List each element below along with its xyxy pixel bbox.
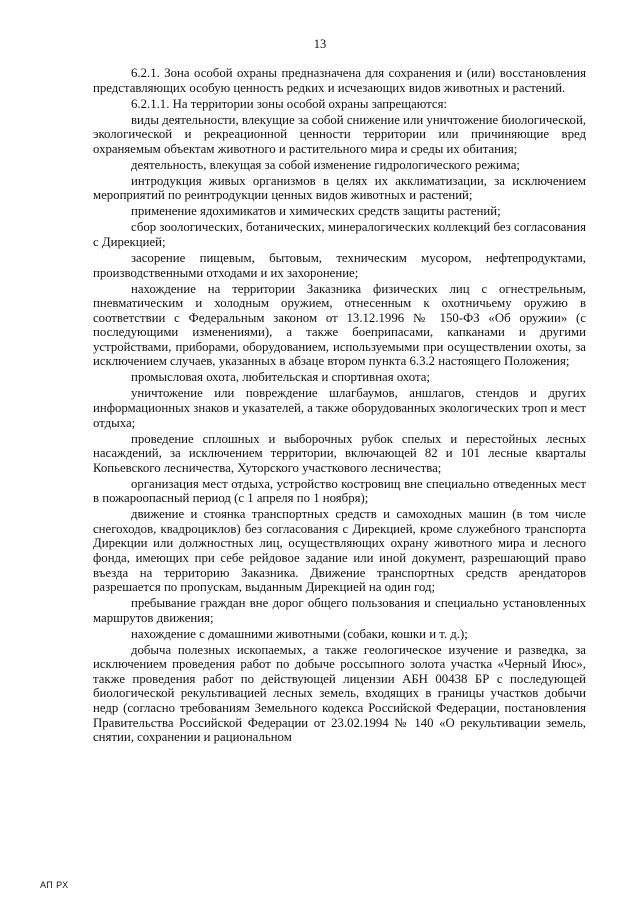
paragraph: деятельность, влекущая за собой изменение гидрологического режима; (131, 157, 520, 172)
paragraph: засорение пищевым, бытовым, техническим мусором, нефтепродуктами, производственными отходами и их захоронение; (93, 251, 586, 280)
paragraph: промысловая охота, любительская и спортивная охота; (131, 370, 431, 385)
paragraph: сбор зоологических, ботанических, минералогических коллекций без согласования с Дирекцией; (93, 220, 586, 250)
paragraph: виды деятельности, влекущие за собой снижение или уничтожение биологической, экологической и рекреационной ценности территории или причиняющие вред охраняемым объектам животного и растительного мира и среды их обитания; (93, 112, 586, 156)
paragraph: пребывание граждан вне дорог общего пользования и специально установленных маршрутов движения; (93, 596, 586, 625)
page-number: 13 (313, 37, 327, 51)
paragraph: 6.2.1. Зона особой охраны предназначена для сохранения и (или) восстановления представляющих особую ценность редких и исчезающих видов животных и растений. (93, 66, 586, 95)
paragraph: уничтожение или повреждение шлагбаумов, аншлагов, стендов и других информационных знаков и указателей, а также оборудованных экологических троп и мест отдыха; (93, 386, 586, 430)
paragraph: движение и стоянка транспортных средств и самоходных машин (в том числе снегоходов, квадроциклов) без согласования с Дирекцией, кроме служебного транспорта Дирекции или должностных лиц, осуществляющих охрану животного мира и лесного фонда, имеющих при себе рейдовое задание или иной документ, разрешающий право въезда на территорию Заказника. Движение транспортных средств арендаторов разрешается по пропускам, выданным Дирекцией на один год; (93, 507, 586, 595)
paragraph: нахождение на территории Заказника физических лиц с огнестрельным, пневматическим и холодным оружием, отнесенным к охотничьему оружию в соответствии с Федеральным законом от 13.12.1996 № 150-ФЗ «Об оружии» (с последующими изменениями), а также боеприпасами, капканами и другими устройствами, приборами, оборудованием, используемыми при осуществлении охоты, за исключением случаев, указанных в абзаце втором пункта 6.3.2 настоящего Положения; (93, 281, 586, 369)
paragraph: организация мест отдыха, устройство костровищ вне специально отведенных мест в пожароопасный период (с 1 апреля по 1 ноября); (93, 476, 586, 506)
paragraph: добыча полезных ископаемых, а также геологическое изучение и разведка, за исключением проведения работ по добыче россыпного золота участка «Черный Июс», также проведения работ по действующей лицензии АБН 00438 БР с последующей биологической рекультивацией лесных земель, входящих в границы участков добычи недр (согласно требованиям Земельного кодекса Российской Федерации, постановления Правительства Российской Федерации от 23.02.1994 № 140 «О рекультивации земель, снятии, сохранении и рациональном (93, 642, 586, 745)
document-body (93, 66, 586, 746)
paragraph: проведение сплошных и выборочных рубок спелых и перестойных лесных насаждений, за исключением территории, включающей 82 и 101 лесные кварталы Копьевского лесничества, Хуторского участкового лесничества; (93, 431, 586, 475)
paragraph: 6.2.1.1. На территории зоны особой охраны запрещаются: (131, 96, 448, 111)
paragraph: применение ядохимикатов и химических средств защиты растений; (131, 204, 501, 219)
paragraph: интродукция живых организмов в целях их акклиматизации, за исключением мероприятий по реинтродукции ценных видов животных и растений; (93, 173, 586, 203)
footer-mark: АП РХ (40, 880, 69, 890)
paragraph: нахождение с домашними животными (собаки, кошки и т. д.); (131, 626, 468, 641)
